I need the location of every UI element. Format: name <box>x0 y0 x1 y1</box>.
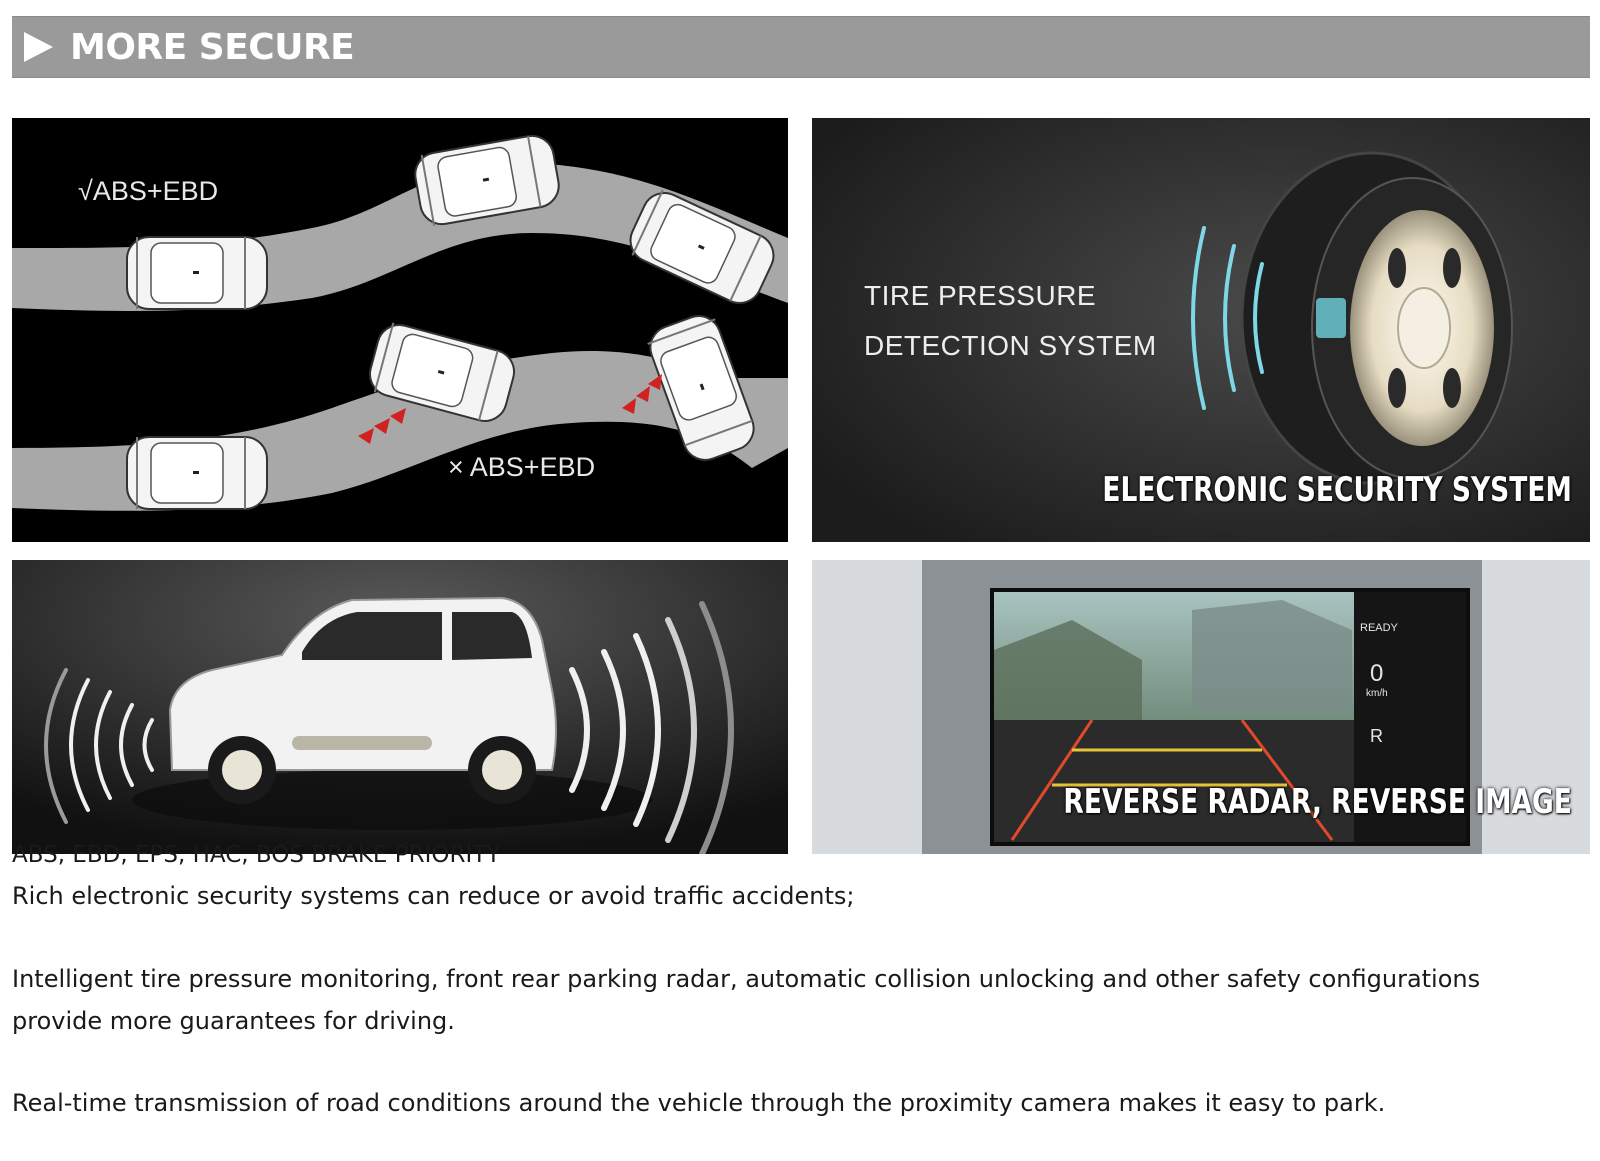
dash-ready: READY <box>1360 622 1398 634</box>
dash-unit: km/h <box>1366 688 1388 699</box>
with-abs-label: √ABS+EBD <box>78 176 219 206</box>
dash-speed: 0 <box>1370 660 1384 687</box>
electronic-security-caption: ELECTRONIC SECURITY SYSTEM <box>1102 470 1572 510</box>
features-list: ABS, EBD, EPS, HAC, BOS BRAKE PRIORITY <box>12 842 501 868</box>
tire-pressure-illustration <box>812 118 1590 542</box>
dash-gear: R <box>1370 726 1383 746</box>
reverse-radar-caption: REVERSE RADAR, REVERSE IMAGE <box>1063 782 1572 822</box>
reverse-camera-illustration <box>812 560 1590 854</box>
play-triangle-icon <box>20 29 56 65</box>
tire-label-line2: DETECTION SYSTEM <box>864 330 1157 361</box>
section-header <box>12 16 1590 78</box>
without-abs-label: × ABS+EBD <box>448 452 596 482</box>
abs-ebd-illustration <box>12 118 788 542</box>
car-icon <box>127 237 267 309</box>
paragraph-2-line-2: provide more guarantees for driving. <box>12 1007 455 1035</box>
tire-label-line1: TIRE PRESSURE <box>864 280 1097 311</box>
paragraph-1: Rich electronic security systems can reduce or avoid traffic accidents; <box>12 882 855 910</box>
paragraph-2-line-1: Intelligent tire pressure monitoring, front rear parking radar, automatic collision unlocking and other safety configurations <box>12 965 1481 993</box>
parking-radar-illustration <box>12 560 788 854</box>
car-icon <box>127 437 267 509</box>
section-title: MORE SECURE <box>70 26 355 68</box>
paragraph-3: Real-time transmission of road conditions around the vehicle through the proximity camera makes it easy to park. <box>12 1089 1386 1117</box>
